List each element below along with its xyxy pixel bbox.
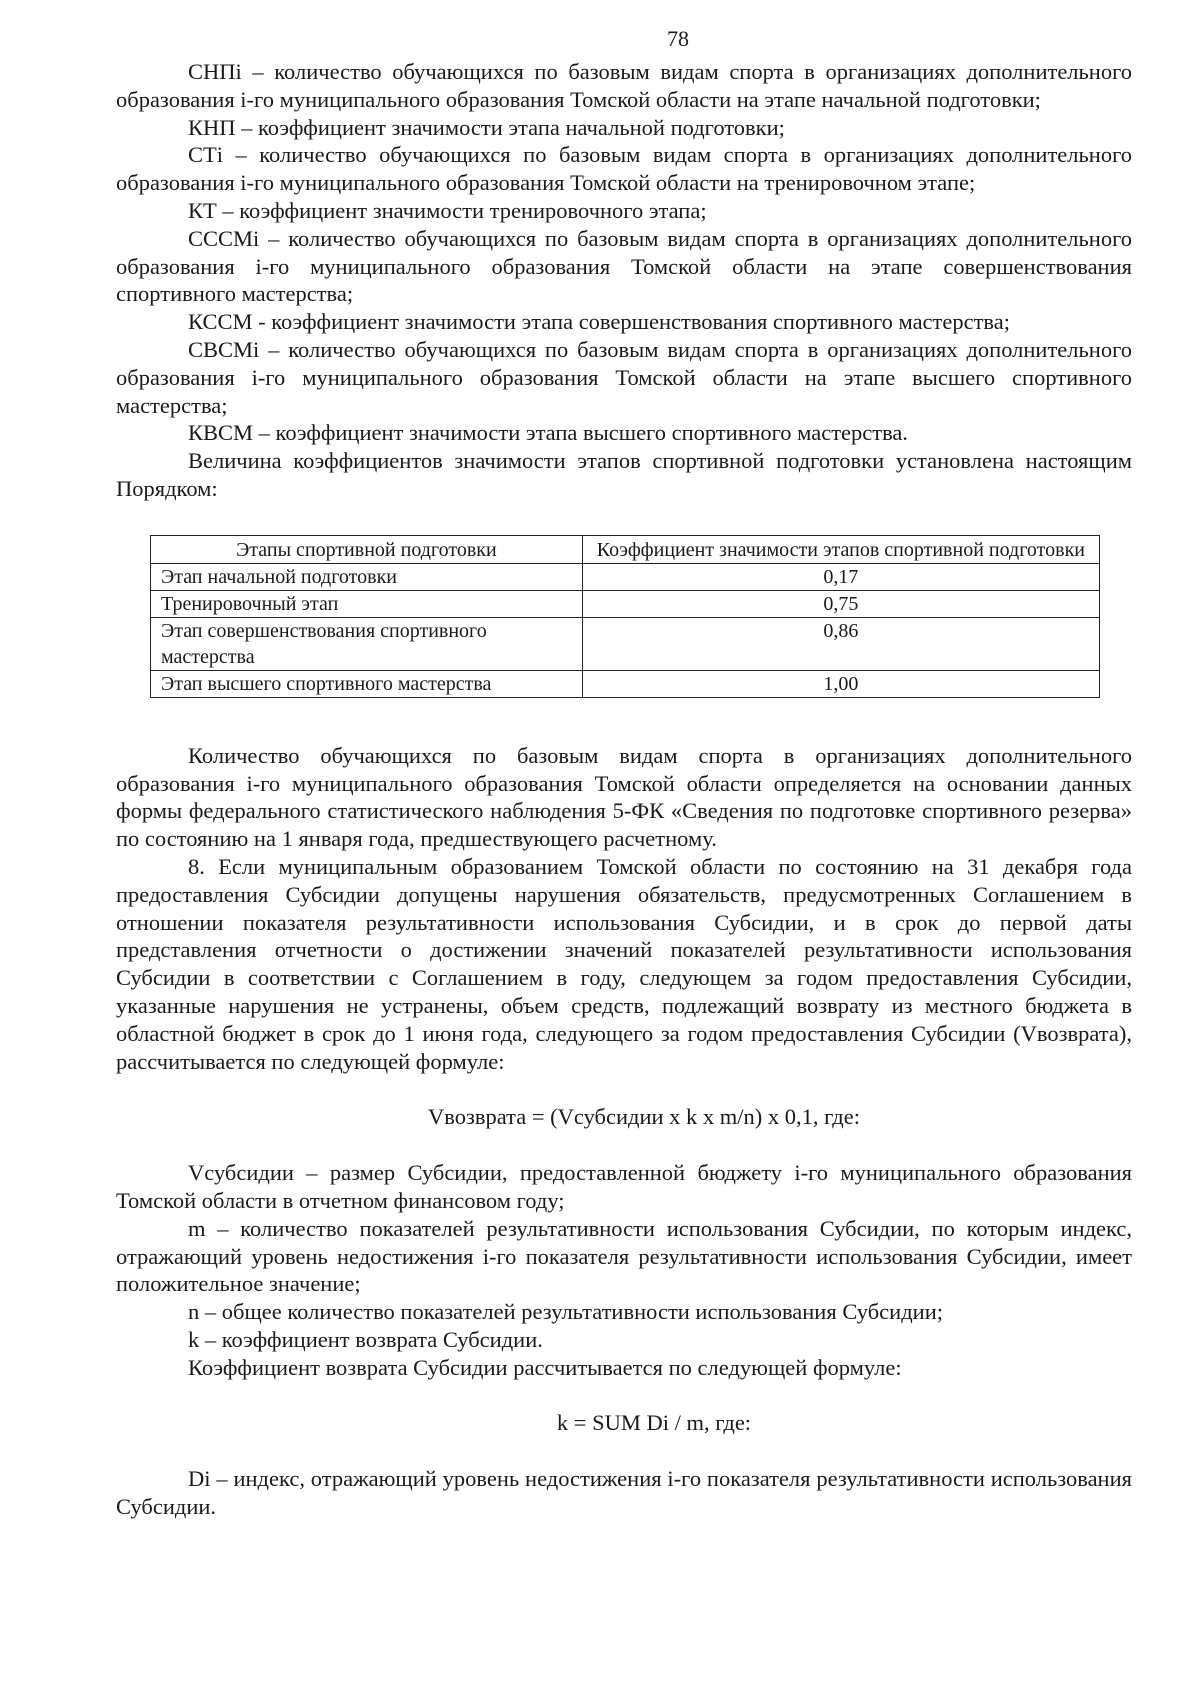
paragraph-item-8: 8. Если муниципальным образованием Томской области по состоянию на 31 декабря года предоставления Субсидии допущены нарушения обязательств, предусмотренных Соглашением в отношении показателя результативности использования Субсидии, и в срок до первой даты представления отчетности о достижении значений показателей результативности использования Субсидии в соответствии с Соглашением в году, следующем за годом предоставления Субсидии, указанные нарушения не устранены, объем средств, подлежащий возврату из местного бюджета в областной бюджет в срок до 1 июня года, следующего за годом предоставления Субсидии (Vвозврата), рассчитывается по следующей формуле:: [116, 853, 1132, 1074]
table-row: [151, 617, 1100, 670]
paragraph-def-vsubsidy: Vсубсидии – размер Субсидии, предоставленной бюджету i-го муниципального образования Томской области в отчетном финансовом году;: [116, 1160, 1132, 1213]
paragraph-sssm: СССМi – количество обучающихся по базовым видам спорта в организациях дополнительного образования i-го муниципального образования Томской области на этапе совершенствования спортивного мастерства;: [116, 225, 1132, 307]
table-cell-stage: Тренировочный этап: [151, 590, 583, 617]
table-row: [151, 563, 1100, 590]
table-row: [151, 670, 1100, 697]
paragraph-k-formula-intro: Коэффициент возврата Субсидии рассчитывается по следующей формуле:: [188, 1354, 902, 1380]
formula-return-coefficient: k = SUM Di / m, где:: [556, 1410, 752, 1436]
paragraph-knp: КНП – коэффициент значимости этапа начальной подготовки;: [188, 114, 785, 140]
document-page: [116, 26, 1132, 1521]
paragraph-st: СТi – количество обучающихся по базовым видам спорта в организациях дополнительного образования i-го муниципального образования Томской области на тренировочном этапе;: [116, 142, 1132, 196]
table-header-row: [151, 535, 1100, 563]
paragraph-def-m: m – количество показателей результативности использования Субсидии, по которым индекс, отражающий уровень недостижения i-го показателя результативности использования Субсидии, имеет положительное значение;: [116, 1215, 1132, 1297]
formula-return-amount: Vвозврата = (Vсубсидии x k x m/n) x 0,1, где:: [428, 1104, 860, 1130]
table-cell-stage: Этап высшего спортивного мастерства: [151, 670, 583, 697]
table-cell-stage: Этап начальной подготовки: [151, 563, 583, 590]
table-row: [151, 590, 1100, 617]
table-header-stage: Этапы спортивной подготовки: [151, 535, 583, 563]
paragraph-coefficients-intro: Величина коэффициентов значимости этапов спортивной подготовки установлена настоящим Порядком:: [116, 448, 1132, 501]
paragraph-def-k: k – коэффициент возврата Субсидии.: [188, 1326, 543, 1352]
paragraph-def-n: n – общее количество показателей результативности использования Субсидии;: [188, 1299, 943, 1325]
paragraph-count-source: Количество обучающихся по базовым видам спорта в организациях дополнительного образования i-го муниципального образования Томской области определяется на основании данных формы федерального статистического наблюдения 5-ФК «Сведения по подготовке спортивного резерва» по состоянию на 1 января года, предшествующего расчетному.: [116, 742, 1132, 852]
table-cell-stage: Этап совершенствования спортивного мастерства: [151, 617, 583, 670]
paragraph-kssm: КССМ - коэффициент значимости этапа совершенствования спортивного мастерства;: [188, 309, 1010, 335]
table-cell-coef: 0,17: [582, 563, 1099, 590]
coefficients-table-wrapper: [150, 535, 1100, 698]
main-text-block: [116, 742, 1132, 1076]
coefficients-table: [150, 535, 1100, 698]
table-cell-coef: 0,75: [582, 590, 1099, 617]
paragraph-svsm: СВСМi – количество обучающихся по базовым видам спорта в организациях дополнительного образования i-го муниципального образования Томской области на этапе высшего спортивного мастерства;: [116, 336, 1132, 418]
page-number: 78: [667, 26, 689, 51]
table-cell-coef: 0,86: [582, 617, 1099, 670]
table-header-coef: Коэффициент значимости этапов спортивной подготовки: [582, 535, 1099, 563]
paragraph-snp: СНПi – количество обучающихся по базовым видам спорта в организациях дополнительного образования i-го муниципального образования Томской области на этапе начальной подготовки;: [116, 59, 1132, 112]
paragraph-def-di: Di – индекс, отражающий уровень недостижения i-го показателя результативности использования Субсидии.: [116, 1466, 1132, 1520]
paragraph-kvsm: КВСМ – коэффициент значимости этапа высшего спортивного мастерства.: [188, 420, 909, 446]
table-cell-coef: 1,00: [582, 670, 1099, 697]
paragraph-kt: КТ – коэффициент значимости тренировочного этапа;: [188, 197, 707, 223]
